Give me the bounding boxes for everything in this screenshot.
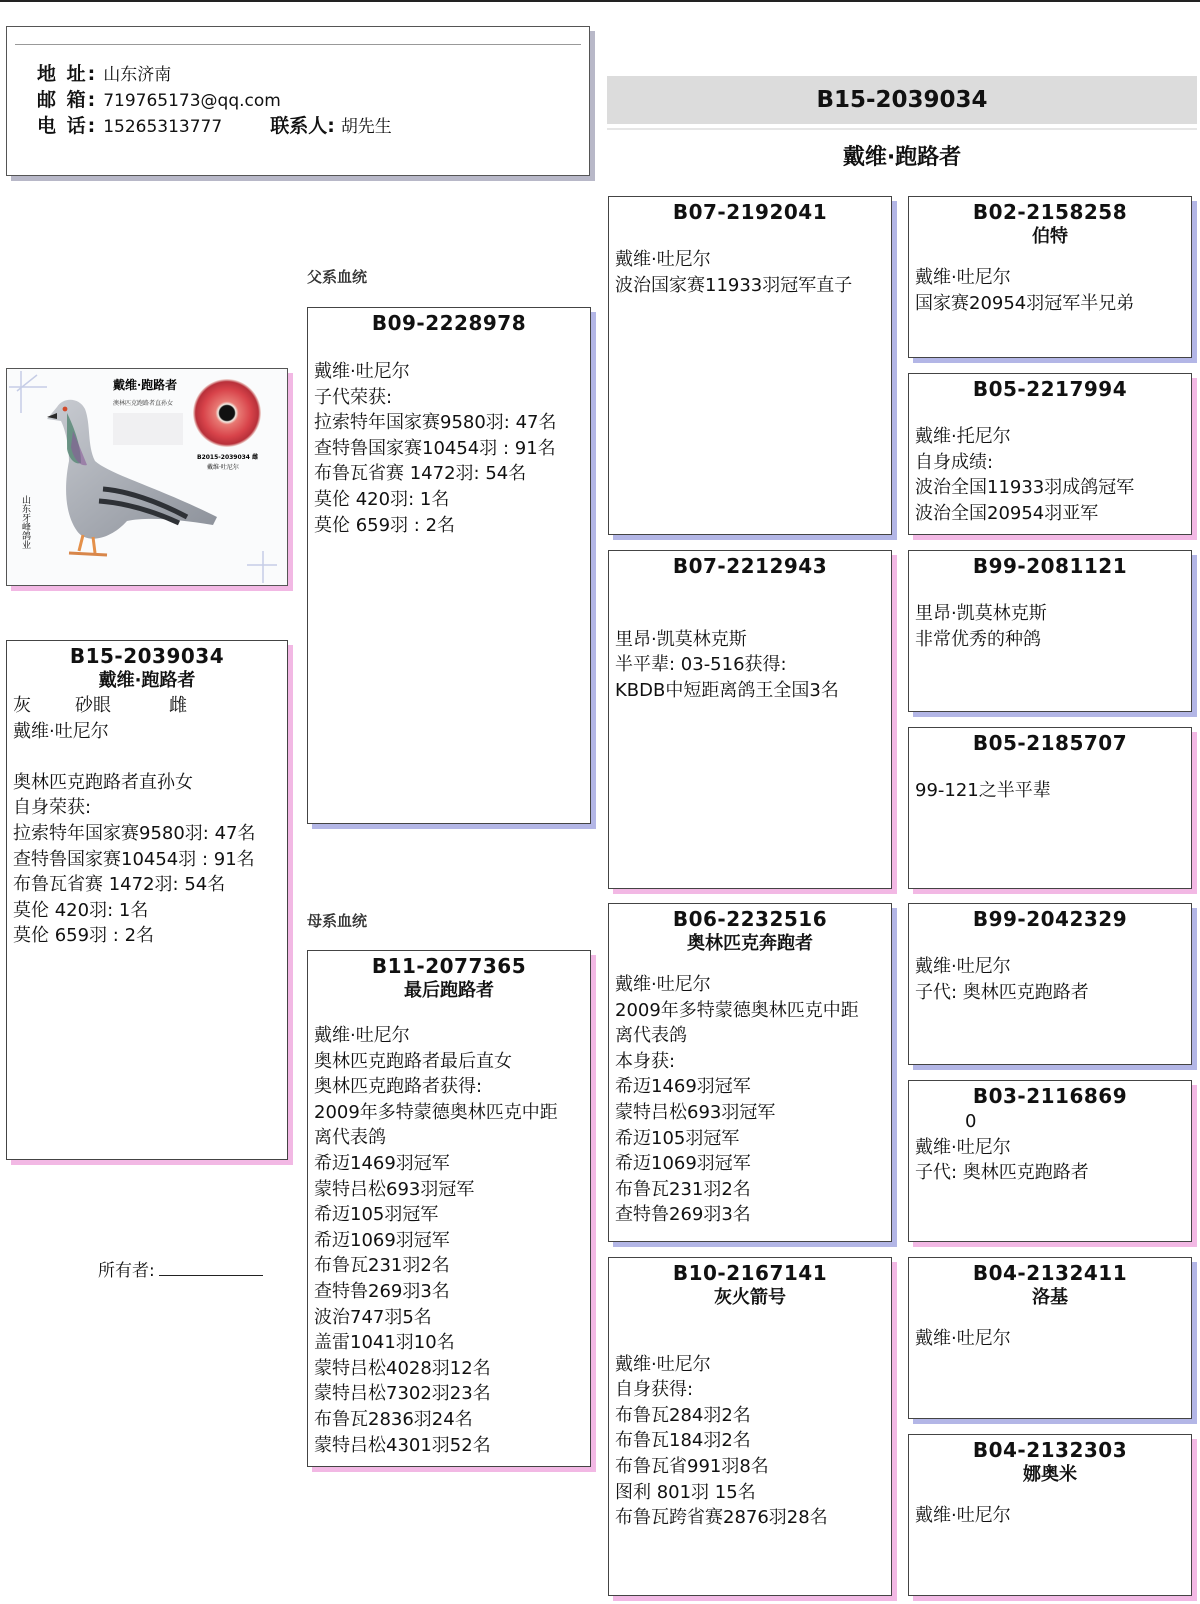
pigeon-photo [7, 369, 287, 585]
owner-label: 所有者: [98, 1261, 155, 1281]
phone-label: 电 话: [37, 115, 98, 137]
ggp1-note-line: 戴维·吐尼尔 [915, 267, 1011, 288]
sire-ring: B09-2228978 [371, 311, 527, 335]
dam-note-line: 蒙特吕松4301羽52名 [314, 1434, 491, 1456]
dam-note-line: 波治747羽5名 [314, 1306, 432, 1328]
gd2-notes [615, 1326, 891, 1531]
gd1-notes [615, 601, 891, 703]
dam-note-line: 希迈1469羽冠军 [314, 1152, 450, 1174]
dam-note-line: 希迈1069羽冠军 [314, 1229, 450, 1251]
gs2-note-line: 希迈105羽冠军 [615, 1127, 740, 1149]
phone-value[interactable]: 15265313777 [103, 117, 223, 137]
address-value: 山东济南 [103, 65, 172, 85]
grandsire-paternal-card[interactable] [608, 196, 892, 535]
ggp4-note-line: 99-121之半平辈 [915, 780, 1051, 801]
sire-note-line: 莫伦 420羽: 1名 [314, 488, 450, 510]
subject-color: 灰 [13, 695, 31, 716]
ggp1-card[interactable] [908, 196, 1192, 358]
ggp5-card[interactable] [908, 903, 1192, 1065]
top-rule [0, 0, 1200, 2]
ggp6-note-line: 子代: 奥林匹克跑路者 [915, 1162, 1089, 1184]
ggp8-name: 娜奥米 [1023, 1464, 1077, 1485]
ggp7-name: 洛基 [1032, 1287, 1068, 1308]
gs2-note-line: 查特鲁269羽3名 [615, 1204, 751, 1226]
sire-note-line: 莫伦 659羽 : 2名 [314, 514, 456, 536]
photo-caption-ring: B2015-2039034 雌 [197, 454, 259, 461]
gs2-note-line: 布鲁瓦231羽2名 [615, 1178, 751, 1200]
subject-note-line [13, 744, 287, 770]
subject-note-line: 布鲁瓦省赛 1472羽: 54名 [13, 874, 226, 896]
ggp1-ring: B02-2158258 [972, 200, 1128, 224]
dam-note-line: 希迈105羽冠军 [314, 1204, 439, 1226]
dam-note-line: 戴维·吐尼尔 [314, 1025, 410, 1046]
ggp8-note-line: 戴维·吐尼尔 [915, 1505, 1011, 1526]
gd2-note-line [615, 1326, 891, 1352]
gs1-ring: B07-2192041 [672, 200, 828, 224]
gs2-name: 奥林匹克奔跑者 [687, 933, 813, 954]
dam-card[interactable] [307, 950, 591, 1467]
dam-note-line: 蒙特吕松4028羽12名 [314, 1357, 491, 1379]
gd1-note-line: 半平辈: 03-516获得: [615, 654, 787, 676]
dam-note-line: 盖雷1041羽10名 [314, 1332, 455, 1354]
subject-note-line: 拉索特年国家赛9580羽: 47名 [13, 822, 256, 844]
gd2-note-line: 布鲁瓦省991羽8名 [615, 1455, 769, 1477]
sire-notes [314, 359, 590, 538]
subject-note-line: 查特鲁国家赛10454羽 : 91名 [13, 848, 255, 870]
dam-line-label: 母系血统 [307, 912, 368, 930]
ggp7-note-line: 戴维·吐尼尔 [915, 1328, 1011, 1349]
dam-note-line: 蒙特吕松693羽冠军 [314, 1178, 475, 1200]
ggp2-ring: B05-2217994 [972, 377, 1128, 401]
gd1-note-line [615, 601, 891, 627]
gd2-note-line: 戴维·吐尼尔 [615, 1353, 711, 1375]
ggp5-notes [915, 954, 1191, 1005]
gs2-note-line: 蒙特吕松693羽冠军 [615, 1101, 776, 1123]
photo-vertical-text: 山东牙峰鸽业 [20, 495, 30, 549]
gd1-note-line: KBDB中短距离鸽王全国3名 [615, 679, 839, 701]
owner-row [98, 1256, 263, 1281]
subject-ring: B15-2039034 [69, 644, 225, 668]
ggp6-extra: 0 [965, 1111, 977, 1132]
dam-notes [314, 1023, 590, 1458]
ggp7-card[interactable] [908, 1257, 1192, 1419]
contact-person-value: 胡先生 [340, 117, 392, 137]
gd2-note-line: 布鲁瓦跨省赛2876羽28名 [615, 1507, 828, 1529]
ggp6-note-line: 戴维·吐尼尔 [915, 1136, 1011, 1158]
gs2-note-line: 离代表鸽 [615, 1025, 687, 1047]
gd2-note-line: 布鲁瓦284羽2名 [615, 1404, 751, 1426]
dam-name: 最后跑路者 [404, 980, 494, 1001]
ggp2-note-line: 波治全国11933羽成鸽冠军 [915, 477, 1135, 499]
ggp2-note-line: 自身成绩: [915, 451, 994, 473]
subject-traits [13, 693, 287, 719]
photo-caption-breeder: 戴维·吐尼尔 [207, 464, 239, 471]
sire-card[interactable] [307, 307, 591, 824]
subject-note-line: 奥林匹克跑路者直孙女 [13, 771, 193, 793]
dam-note-line: 查特鲁269羽3名 [314, 1280, 450, 1302]
gs2-notes [615, 972, 891, 1228]
gd2-note-line: 布鲁瓦184羽2名 [615, 1430, 751, 1452]
dam-note-line: 离代表鸽 [314, 1127, 386, 1149]
email-row [37, 85, 281, 112]
phone-row [37, 111, 392, 138]
gd1-ring: B07-2212943 [672, 554, 828, 578]
subject-card[interactable] [6, 640, 288, 1160]
gs1-notes [615, 247, 891, 298]
ggp8-card[interactable] [908, 1434, 1192, 1596]
contact-box [6, 26, 590, 176]
gs1-note-line: 戴维·吐尼尔 [615, 249, 711, 270]
gs2-note-line: 戴维·吐尼尔 [615, 974, 711, 995]
ggp3-note-line: 里昂·凯莫林克斯 [915, 603, 1047, 624]
sire-note-line: 查特鲁国家赛10454羽 : 91名 [314, 437, 556, 459]
ggp8-ring: B04-2132303 [972, 1438, 1128, 1462]
sire-note-line: 子代荣获: [314, 386, 393, 408]
ggp4-ring: B05-2185707 [972, 731, 1128, 755]
subject-name: 戴维·跑路者 [98, 670, 196, 691]
address-label: 地 址: [37, 63, 98, 85]
contact-rule [15, 44, 581, 45]
subject-note-line: 莫伦 420羽: 1名 [13, 899, 149, 921]
ggp3-ring: B99-2081121 [972, 554, 1128, 578]
subject-sex: 雌 [169, 695, 187, 716]
header-ring: B15-2039034 [607, 76, 1197, 124]
dam-note-line: 奥林匹克跑路者获得: [314, 1076, 483, 1098]
subject-notes [13, 719, 287, 949]
sire-note-line: 戴维·吐尼尔 [314, 361, 410, 382]
gs2-note-line: 希迈1469羽冠军 [615, 1076, 751, 1098]
header-name: 戴维·跑路者 [842, 145, 962, 170]
dam-note-line: 布鲁瓦2836羽24名 [314, 1408, 473, 1430]
email-label: 邮 箱: [37, 89, 98, 111]
ggp7-notes [915, 1326, 1191, 1352]
photo-subtitle: 澳林匹克跑路者直孙女 [113, 400, 174, 407]
ggp5-ring: B99-2042329 [972, 907, 1128, 931]
ggp2-card[interactable] [908, 373, 1192, 535]
ggp3-note-line: 非常优秀的种鸽 [915, 628, 1041, 650]
ggp8-notes [915, 1503, 1191, 1529]
ggp3-notes [915, 601, 1191, 652]
ggp4-notes [915, 778, 1191, 804]
ggp2-notes [915, 424, 1191, 526]
ggp6-ring: B03-2116869 [972, 1084, 1128, 1108]
address-row [37, 59, 171, 86]
subject-note-line: 莫伦 659羽 : 2名 [13, 925, 155, 947]
gs2-note-line: 2009年多特蒙德奥林匹克中距 [615, 999, 859, 1021]
gs2-note-line: 希迈1069羽冠军 [615, 1153, 751, 1175]
ggp1-name: 伯特 [1032, 226, 1068, 247]
grandsire-maternal-card[interactable] [608, 903, 892, 1242]
sire-note-line: 拉索特年国家赛9580羽: 47名 [314, 412, 557, 434]
email-value[interactable]: 719765173@qq.com [103, 91, 281, 111]
ggp7-ring: B04-2132411 [972, 1261, 1128, 1285]
ggp1-note-line: 国家赛20954羽冠军半兄弟 [915, 292, 1135, 314]
gs2-note-line: 本身获: [615, 1050, 676, 1072]
granddam-paternal-card[interactable] [608, 550, 892, 889]
ggp1-notes [915, 265, 1191, 316]
gd2-ring: B10-2167141 [672, 1261, 828, 1285]
ggp5-note-line: 子代: 奥林匹克跑路者 [915, 981, 1089, 1003]
eye-photo [193, 379, 261, 447]
subject-note-line: 自身荣获: [13, 797, 92, 819]
gs1-note-line: 波治国家赛11933羽冠军直子 [615, 274, 853, 296]
ggp4-card[interactable] [908, 727, 1192, 889]
sire-line-label: 父系血统 [307, 268, 368, 286]
ggp5-note-line: 戴维·吐尼尔 [915, 956, 1011, 977]
gd2-note-line: 自身获得: [615, 1379, 694, 1401]
owner-signature-line[interactable] [159, 1261, 263, 1276]
ggp2-note-line: 戴维·托尼尔 [915, 426, 1011, 447]
dam-ring: B11-2077365 [371, 954, 527, 978]
contact-person-label: 联系人: [270, 115, 335, 137]
ggp6-card[interactable] [908, 1080, 1192, 1242]
header-rule [607, 128, 1197, 130]
dam-note-line: 2009年多特蒙德奥林匹克中距 [314, 1101, 558, 1123]
dam-note-line: 奥林匹克跑路者最后直女 [314, 1050, 512, 1072]
ggp6-notes [915, 1135, 1191, 1186]
dam-note-line: 布鲁瓦231羽2名 [314, 1255, 450, 1277]
photo-title: 戴维·跑路者 [113, 378, 178, 392]
ggp2-note-line: 波治全国20954羽亚军 [915, 502, 1099, 524]
ggp3-card[interactable] [908, 550, 1192, 712]
granddam-maternal-card[interactable] [608, 1257, 892, 1596]
subject-eye: 砂眼 [75, 695, 111, 716]
gs2-ring: B06-2232516 [672, 907, 828, 931]
pigeon-photo-card [6, 368, 288, 586]
sire-note-line: 布鲁瓦省赛 1472羽: 54名 [314, 463, 527, 485]
gd2-note-line: 图利 801羽 15名 [615, 1481, 756, 1503]
gd1-note-line: 里昂·凯莫林克斯 [615, 628, 747, 650]
dam-note-line: 蒙特吕松7302羽23名 [314, 1383, 491, 1405]
subject-note-line: 戴维·吐尼尔 [13, 720, 109, 742]
gd2-name: 灰火箭号 [714, 1287, 786, 1308]
